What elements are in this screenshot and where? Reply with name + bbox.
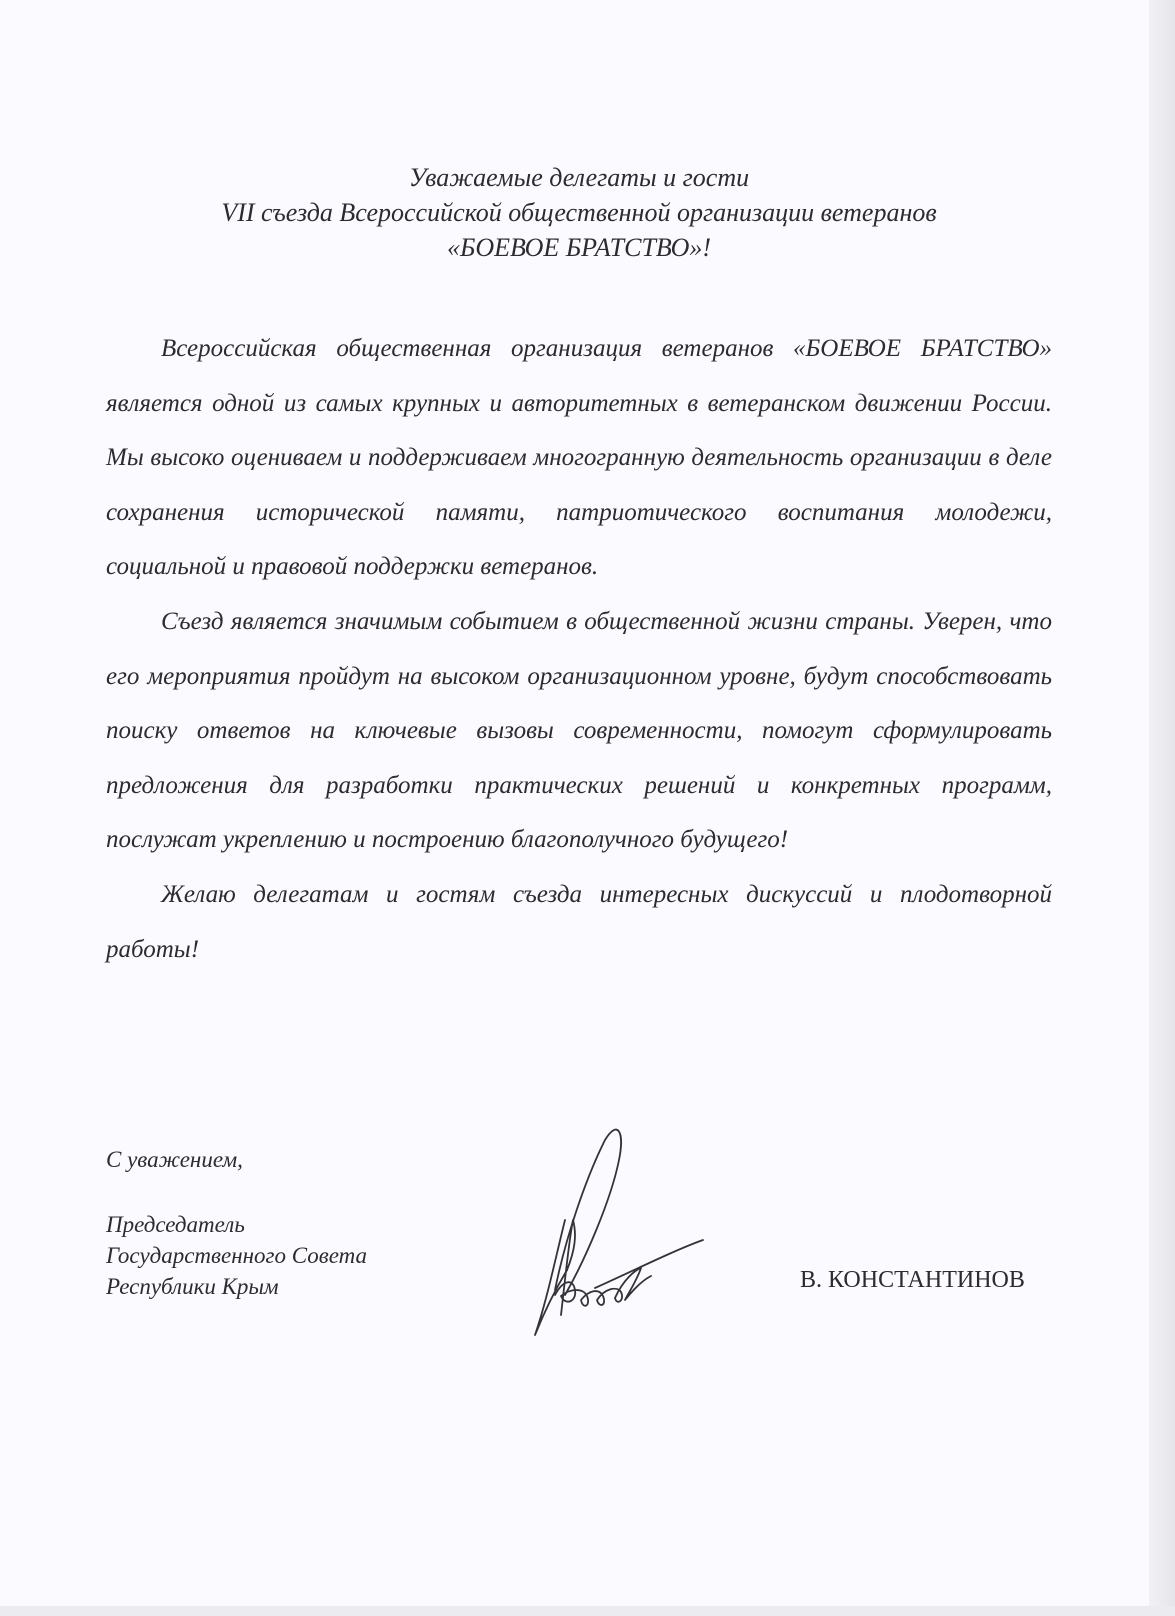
letter-greeting [106,160,1052,265]
signer-title-line-1: Председатель [106,1212,245,1237]
handwritten-signature-icon [525,1120,735,1345]
signer-title-line-2: Государственного Совета [106,1243,368,1268]
paragraph-3: Желаю делегатам и гостям съезда интересных дискуссий и плодотворной работы! [106,880,1052,963]
paragraph-1: Всероссийская общественная организация ветеранов «БОЕВОЕ БРАТСТВО» является одной из самых крупных и авторитетных в ветеранском движении России. Мы высоко оцениваем и поддерживаем многогранную деятельность организации в деле сохранения исторической памяти, патриотического воспитания молодежи, социальной и правовой поддержки ветеранов. [106,335,1052,581]
closing-text: С уважением, [106,1147,243,1172]
greeting-line-1: Уважаемые делегаты и гости [408,163,750,192]
greeting-line-2: VII съезда Всероссийской общественной организации ветеранов [221,198,937,227]
letter-body [106,322,1052,977]
greeting-line-3: «БОЕВОЕ БРАТСТВО»! [447,233,711,262]
page-edge-shadow [1149,0,1175,1616]
signer-name: В. КОНСТАНТИНОВ [800,1267,1025,1293]
signer-title [106,1209,367,1302]
signer-title-line-3: Республики Крым [106,1274,279,1299]
paragraph-2: Съезд является значимым событием в общественной жизни страны. Уверен, что его мероприятия пройдут на высоком организационном уровне, будут способствовать поиску ответов на ключевые вызовы современности, помогут сформулировать предложения для разработки практических решений и конкретных программ, послужат укреплению и построению благополучного будущего! [106,607,1052,854]
page-bottom-edge [0,1606,1175,1616]
